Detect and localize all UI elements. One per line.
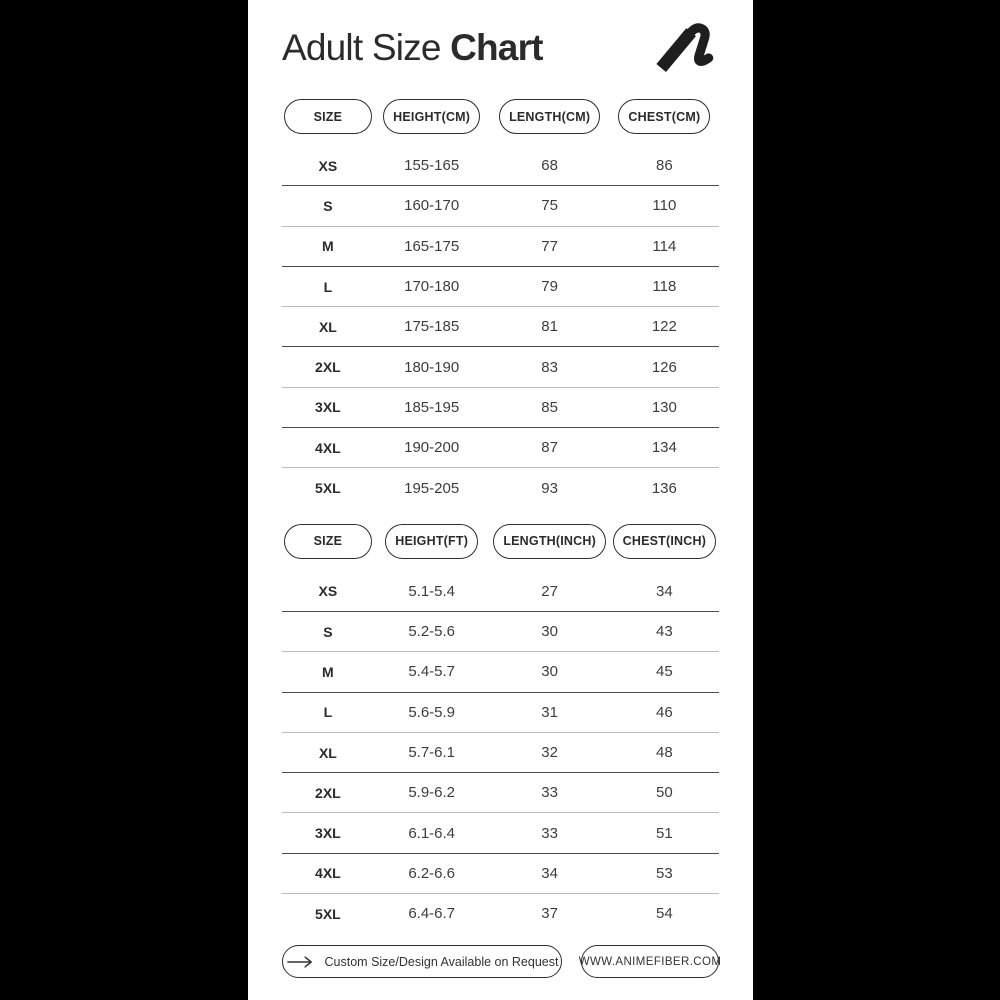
size-cell: XL [318, 318, 337, 335]
website-label: WWW.ANIMEFIBER.COM [578, 955, 722, 968]
table-row [282, 652, 719, 692]
value-cell: 51 [656, 824, 673, 842]
value-cell: 155-165 [404, 157, 460, 175]
value-cell: 77 [541, 237, 558, 255]
column-pill-length-inch: LENGTH(INCH) [493, 524, 606, 559]
value-cell: 110 [652, 197, 677, 215]
column-pill-size: SIZE [284, 99, 372, 134]
right-arrow-icon [286, 955, 314, 969]
value-cell: 83 [541, 358, 558, 376]
value-cell: 31 [541, 703, 558, 721]
size-cell: 2XL [315, 784, 341, 801]
value-cell: 5.1-5.4 [408, 582, 456, 600]
size-cell: 3XL [315, 825, 341, 842]
table-row [282, 612, 719, 652]
value-cell: 46 [656, 703, 673, 721]
value-cell: 53 [656, 864, 673, 882]
column-pill-length-cm: LENGTH(CM) [499, 99, 600, 134]
value-cell: 79 [541, 278, 558, 296]
value-cell: 134 [651, 439, 677, 457]
size-cell: 4XL [315, 439, 341, 456]
table-row [282, 388, 719, 428]
size-chart-sheet [248, 0, 753, 1000]
footer [282, 945, 722, 978]
value-cell: 122 [651, 318, 677, 336]
size-cell: S [323, 623, 333, 640]
value-cell: 45 [656, 663, 673, 681]
size-cell: 5XL [315, 480, 341, 497]
value-cell: 5.9-6.2 [408, 784, 456, 802]
value-cell: 126 [651, 358, 677, 376]
column-pill-height-cm: HEIGHT(CM) [383, 99, 480, 134]
value-cell: 54 [656, 905, 673, 923]
table-inch-header [282, 523, 719, 560]
column-pill-size: SIZE [284, 524, 372, 559]
size-cell: S [323, 197, 333, 214]
value-cell: 30 [541, 623, 558, 641]
value-cell: 130 [651, 398, 677, 416]
value-cell: 34 [656, 582, 673, 600]
value-cell: 165-175 [404, 237, 460, 255]
value-cell: 6.2-6.6 [408, 864, 456, 882]
size-cell: M [322, 663, 334, 680]
header [282, 20, 719, 76]
value-cell: 93 [541, 479, 558, 497]
value-cell: 68 [541, 157, 558, 175]
value-cell: 136 [651, 479, 677, 497]
table-row [282, 186, 719, 226]
page-title-bold: Chart [450, 27, 543, 68]
value-cell: 43 [656, 623, 673, 641]
table-row [282, 267, 719, 307]
table-row [282, 347, 719, 387]
value-cell: 6.1-6.4 [408, 824, 456, 842]
size-cell: L [323, 704, 333, 721]
value-cell: 81 [541, 318, 558, 336]
column-pill-height-ft: HEIGHT(FT) [385, 524, 478, 559]
value-cell: 86 [656, 157, 673, 175]
value-cell: 75 [541, 197, 558, 215]
value-cell: 6.4-6.7 [408, 905, 456, 923]
column-pill-chest-inch: CHEST(INCH) [613, 524, 716, 559]
table-row [282, 146, 719, 186]
value-cell: 170-180 [404, 278, 460, 296]
table-row [282, 428, 719, 468]
table-cm-header [282, 98, 719, 135]
table-row [282, 894, 719, 933]
value-cell: 195-205 [404, 479, 460, 497]
stylized-a-logo-icon [655, 23, 719, 73]
value-cell: 5.7-6.1 [408, 744, 456, 761]
value-cell: 50 [656, 784, 673, 802]
value-cell: 34 [541, 864, 558, 882]
table-inch-body [282, 572, 719, 934]
value-cell: 175-185 [404, 318, 460, 336]
value-cell: 32 [541, 744, 558, 761]
page-title-regular: Adult Size [282, 27, 451, 68]
value-cell: 27 [541, 582, 558, 600]
size-cell: XS [318, 157, 338, 174]
value-cell: 5.6-5.9 [408, 703, 456, 721]
value-cell: 48 [656, 744, 673, 761]
table-cm-body [282, 146, 719, 508]
table-row [282, 854, 719, 894]
size-cell: M [322, 238, 334, 255]
table-row [282, 572, 719, 612]
column-pill-chest-cm: CHEST(CM) [618, 99, 710, 134]
table-row [282, 773, 719, 813]
table-row [282, 227, 719, 267]
size-cell: 2XL [315, 359, 341, 376]
value-cell: 85 [541, 398, 558, 416]
size-cell: 3XL [315, 399, 341, 416]
value-cell: 185-195 [404, 398, 460, 416]
value-cell: 180-190 [404, 358, 460, 376]
page-title [282, 27, 543, 69]
value-cell: 5.4-5.7 [408, 663, 456, 681]
table-row [282, 693, 719, 733]
value-cell: 160-170 [404, 197, 460, 215]
value-cell: 87 [541, 439, 558, 457]
value-cell: 30 [541, 663, 558, 681]
size-cell: L [323, 278, 333, 295]
value-cell: 33 [541, 824, 558, 842]
value-cell: 118 [652, 278, 677, 296]
custom-size-note-pill[interactable] [282, 945, 562, 978]
size-cell: XL [318, 744, 337, 761]
website-pill[interactable] [578, 945, 722, 978]
table-row [282, 468, 719, 507]
custom-size-note-label: Custom Size/Design Available on Request [324, 954, 559, 969]
value-cell: 114 [652, 237, 677, 255]
value-cell: 5.2-5.6 [408, 623, 456, 641]
size-cell: 4XL [315, 865, 341, 882]
table-row [282, 813, 719, 853]
size-cell: XS [318, 583, 338, 600]
value-cell: 33 [541, 784, 558, 802]
size-cell: 5XL [315, 905, 341, 922]
value-cell: 37 [541, 905, 558, 923]
table-row [282, 307, 719, 347]
value-cell: 190-200 [404, 439, 460, 457]
table-row [282, 733, 719, 773]
